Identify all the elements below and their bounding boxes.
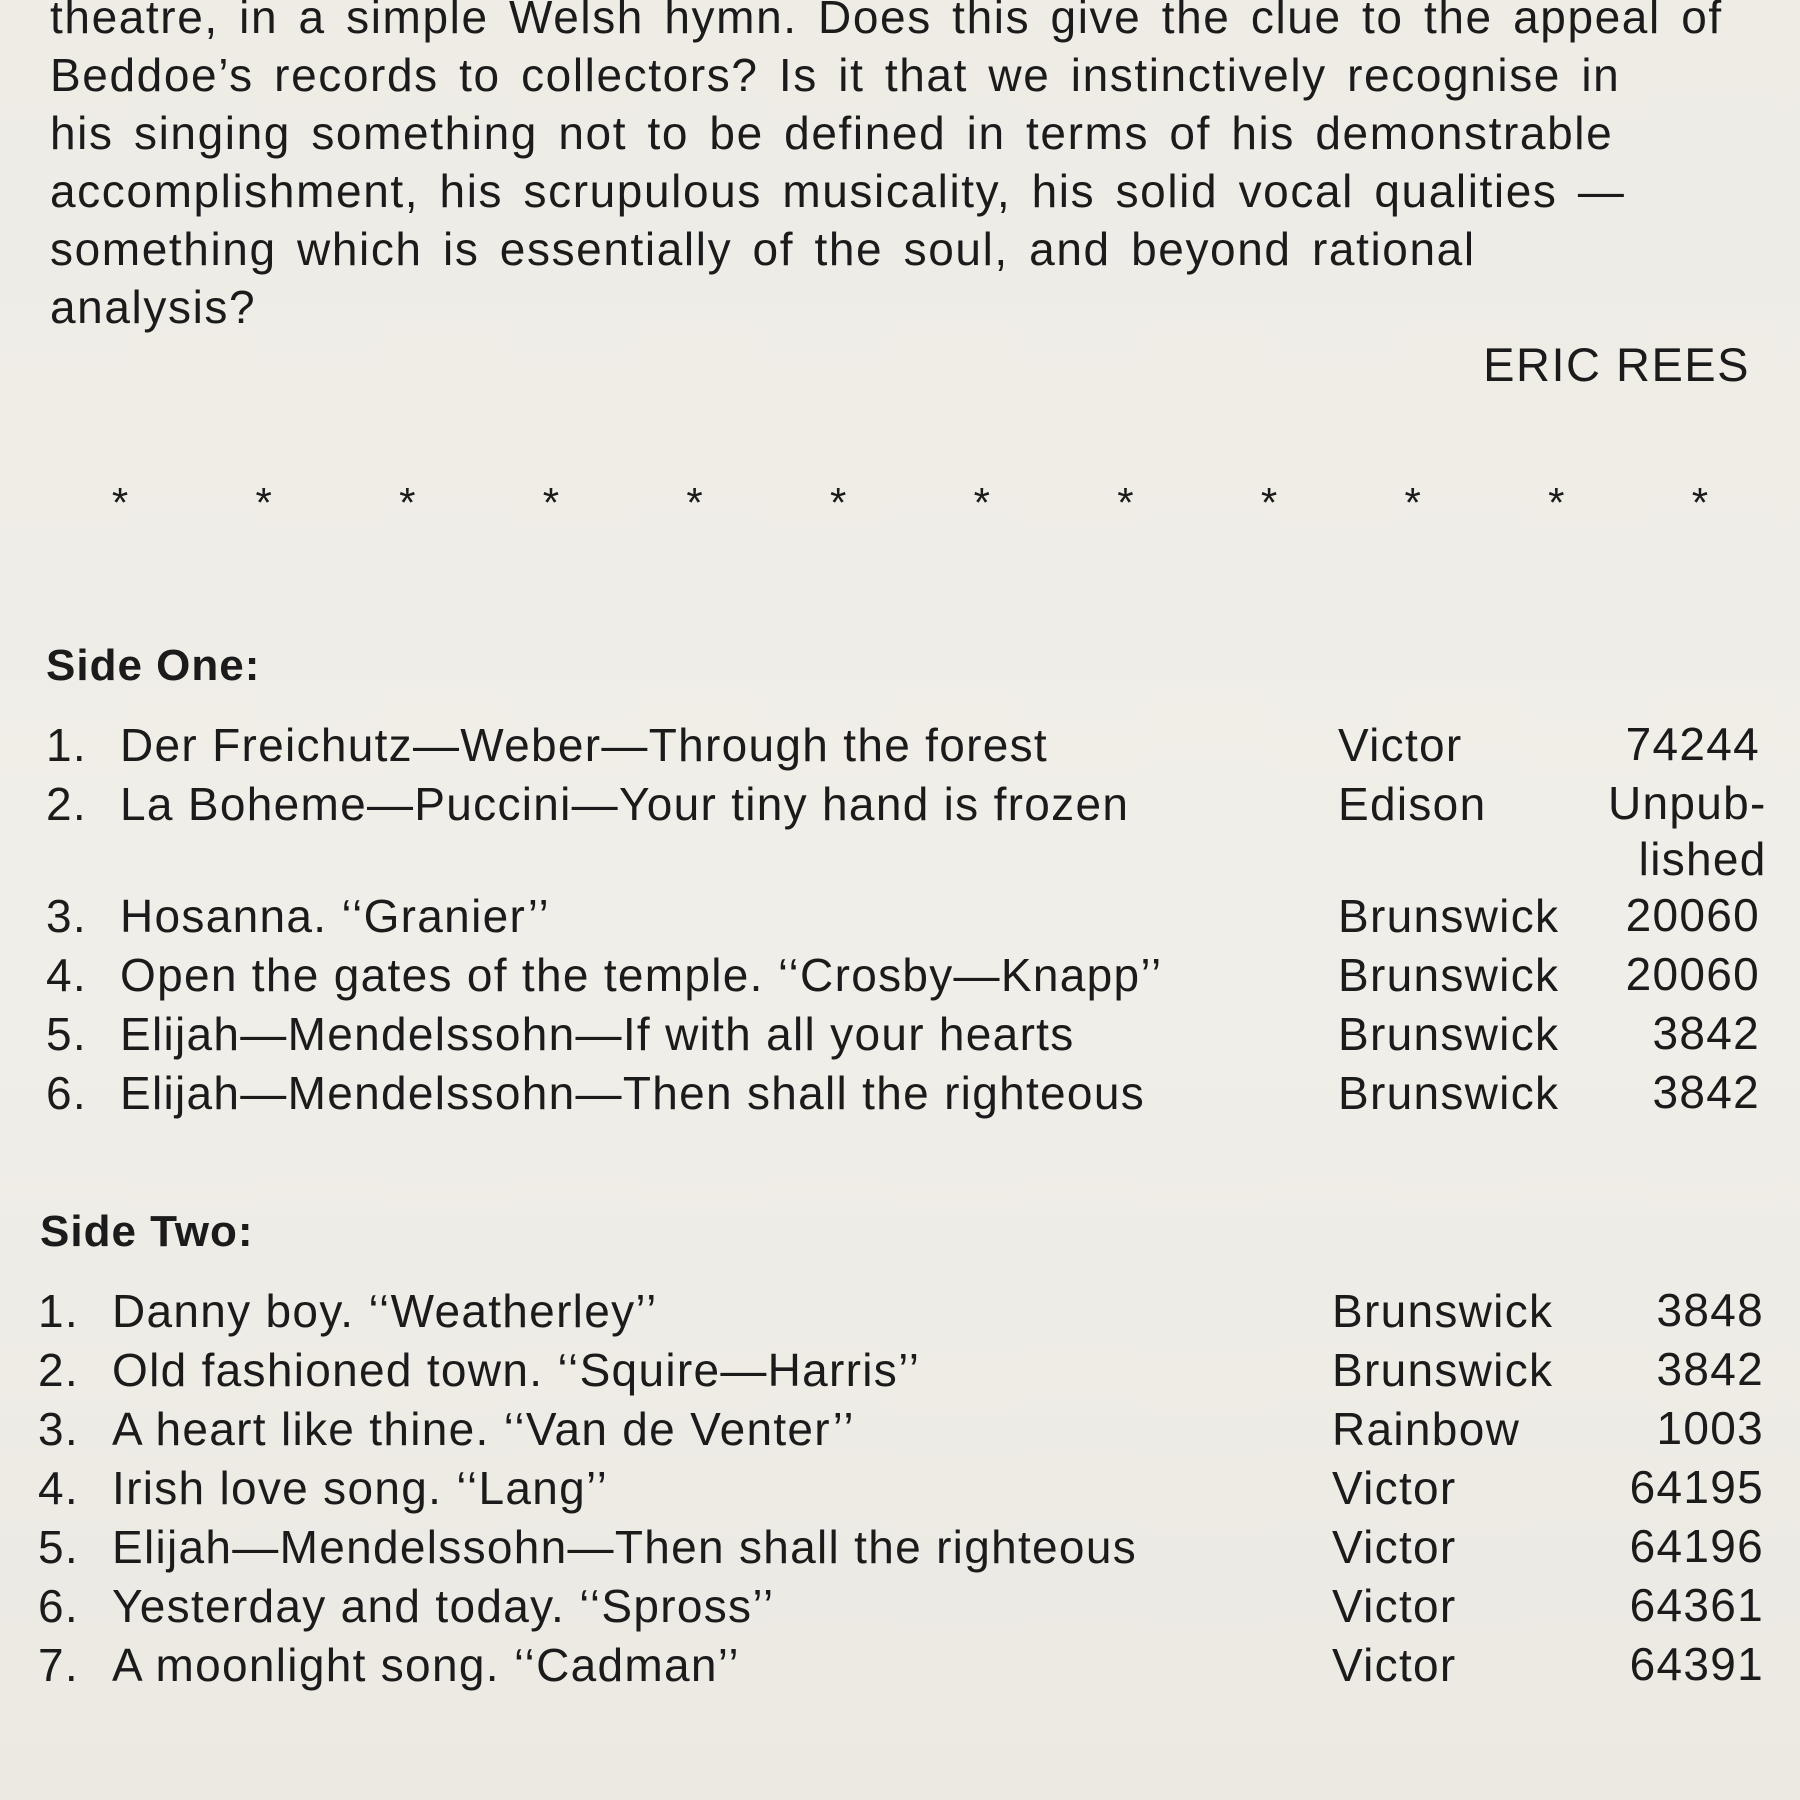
divider-star: *: [973, 479, 990, 526]
divider-star: *: [255, 479, 272, 526]
catalog-number: 64391: [1629, 1638, 1764, 1690]
catalog-number: 1003: [1656, 1402, 1764, 1454]
essay-line: accomplishment, his scrupulous musicality, his solid vocal qualities —: [50, 165, 1626, 217]
track-number: 4.: [38, 1462, 79, 1514]
divider-star: *: [1260, 479, 1278, 526]
track-row: [38, 1341, 1764, 1400]
essay-line: theatre, in a simple Welsh hymn. Does this give the clue to the appeal of: [50, 0, 1723, 43]
track-title: Elijah—Mendelssohn—If with all your hearts: [120, 1008, 1075, 1060]
record-label: Victor: [1338, 719, 1463, 771]
track-title: Der Freichutz—Weber—Through the forest: [120, 719, 1049, 771]
track-row: [38, 1518, 1764, 1577]
track-row: [46, 716, 1760, 775]
track-number: 1.: [46, 719, 87, 771]
track-number: 1.: [38, 1285, 79, 1337]
record-label: Victor: [1332, 1639, 1457, 1691]
catalog-number: 64196: [1629, 1520, 1764, 1572]
record-label: Brunswick: [1338, 890, 1560, 942]
track-row: [46, 775, 1767, 887]
record-label: Brunswick: [1338, 1067, 1560, 1119]
record-label: Brunswick: [1338, 949, 1560, 1001]
divider-star: *: [1117, 479, 1134, 526]
track-number: 3.: [46, 890, 87, 942]
track-row: [38, 1636, 1764, 1695]
track-title: A moonlight song. ‘‘Cadman’’: [112, 1639, 740, 1691]
record-label: Victor: [1332, 1580, 1457, 1632]
track-title: Danny boy. ‘‘Weatherley’’: [112, 1285, 658, 1337]
essay-text: [50, 0, 1742, 336]
divider-star: *: [1404, 479, 1421, 526]
track-row: [38, 1577, 1764, 1636]
track-number: 5.: [46, 1008, 87, 1060]
catalog-number: 64361: [1629, 1579, 1764, 1631]
track-number: 7.: [38, 1639, 79, 1691]
essay-line: something which is essentially of the soul, and beyond rational: [50, 223, 1476, 275]
track-number: 6.: [46, 1067, 87, 1119]
track-title: Hosanna. ‘‘Granier’’: [120, 890, 551, 942]
catalog-number-part: Unpub-: [1608, 777, 1767, 829]
side-two-heading: Side Two:: [40, 1207, 254, 1256]
essay-line: analysis?: [50, 281, 257, 333]
record-label: Victor: [1332, 1462, 1457, 1514]
catalog-number: 3842: [1652, 1007, 1760, 1059]
track-title: Irish love song. ‘‘Lang’’: [112, 1462, 609, 1514]
essay-author: ERIC REES: [1483, 338, 1750, 391]
catalog-number: 20060: [1625, 948, 1760, 1000]
record-label: Brunswick: [1332, 1285, 1554, 1337]
track-title: Elijah—Mendelssohn—Then shall the righteous: [112, 1521, 1137, 1573]
track-title: A heart like thine. ‘‘Van de Venter’’: [112, 1403, 855, 1455]
track-number: 2.: [38, 1344, 79, 1396]
catalog-number: [1608, 775, 1767, 887]
track-row: [38, 1282, 1764, 1341]
catalog-number: 20060: [1625, 889, 1760, 941]
side-two-track-list: [38, 1282, 1764, 1695]
track-title: Old fashioned town. ‘‘Squire—Harris’’: [112, 1344, 921, 1396]
divider-star: *: [111, 479, 129, 526]
record-label: Brunswick: [1338, 1008, 1560, 1060]
divider-star: *: [1691, 479, 1709, 526]
record-label: Victor: [1332, 1521, 1457, 1573]
track-row: [38, 1400, 1764, 1459]
divider-star: *: [542, 479, 560, 526]
track-row: [38, 1459, 1764, 1518]
catalog-number: 3842: [1656, 1343, 1764, 1395]
record-label: Brunswick: [1332, 1344, 1554, 1396]
record-label: Rainbow: [1332, 1403, 1521, 1455]
divider-star: *: [1548, 479, 1565, 526]
track-row: [46, 1005, 1760, 1064]
track-number: 5.: [38, 1521, 79, 1573]
star-divider: [90, 478, 1730, 528]
track-number: 6.: [38, 1580, 79, 1632]
track-row: [46, 946, 1760, 1005]
essay-line: his singing something not to be defined in terms of his demonstrable: [50, 107, 1614, 159]
divider-star: *: [686, 479, 703, 526]
track-title: Elijah—Mendelssohn—Then shall the righteous: [120, 1067, 1145, 1119]
catalog-number: 3842: [1652, 1066, 1760, 1118]
track-number: 2.: [46, 778, 87, 830]
track-number: 3.: [38, 1403, 79, 1455]
catalog-number-part: lished: [1638, 833, 1767, 885]
track-title: Open the gates of the temple. ‘‘Crosby—Knapp’’: [120, 949, 1163, 1001]
record-label: Edison: [1338, 778, 1487, 830]
track-row: [46, 887, 1760, 946]
side-one-heading: Side One:: [46, 641, 261, 690]
track-title: La Boheme—Puccini—Your tiny hand is frozen: [120, 778, 1130, 830]
track-title: Yesterday and today. ‘‘Spross’’: [112, 1580, 775, 1632]
catalog-number: 3848: [1656, 1284, 1764, 1336]
catalog-number: 64195: [1629, 1461, 1764, 1513]
catalog-number: 74244: [1625, 718, 1760, 770]
track-number: 4.: [46, 949, 87, 1001]
essay-line: Beddoe’s records to collectors? Is it that we instinctively recognise in: [50, 49, 1621, 101]
divider-star: *: [399, 479, 416, 526]
side-one-track-list: [46, 716, 1767, 1123]
divider-star: *: [829, 479, 847, 526]
track-row: [46, 1064, 1760, 1123]
